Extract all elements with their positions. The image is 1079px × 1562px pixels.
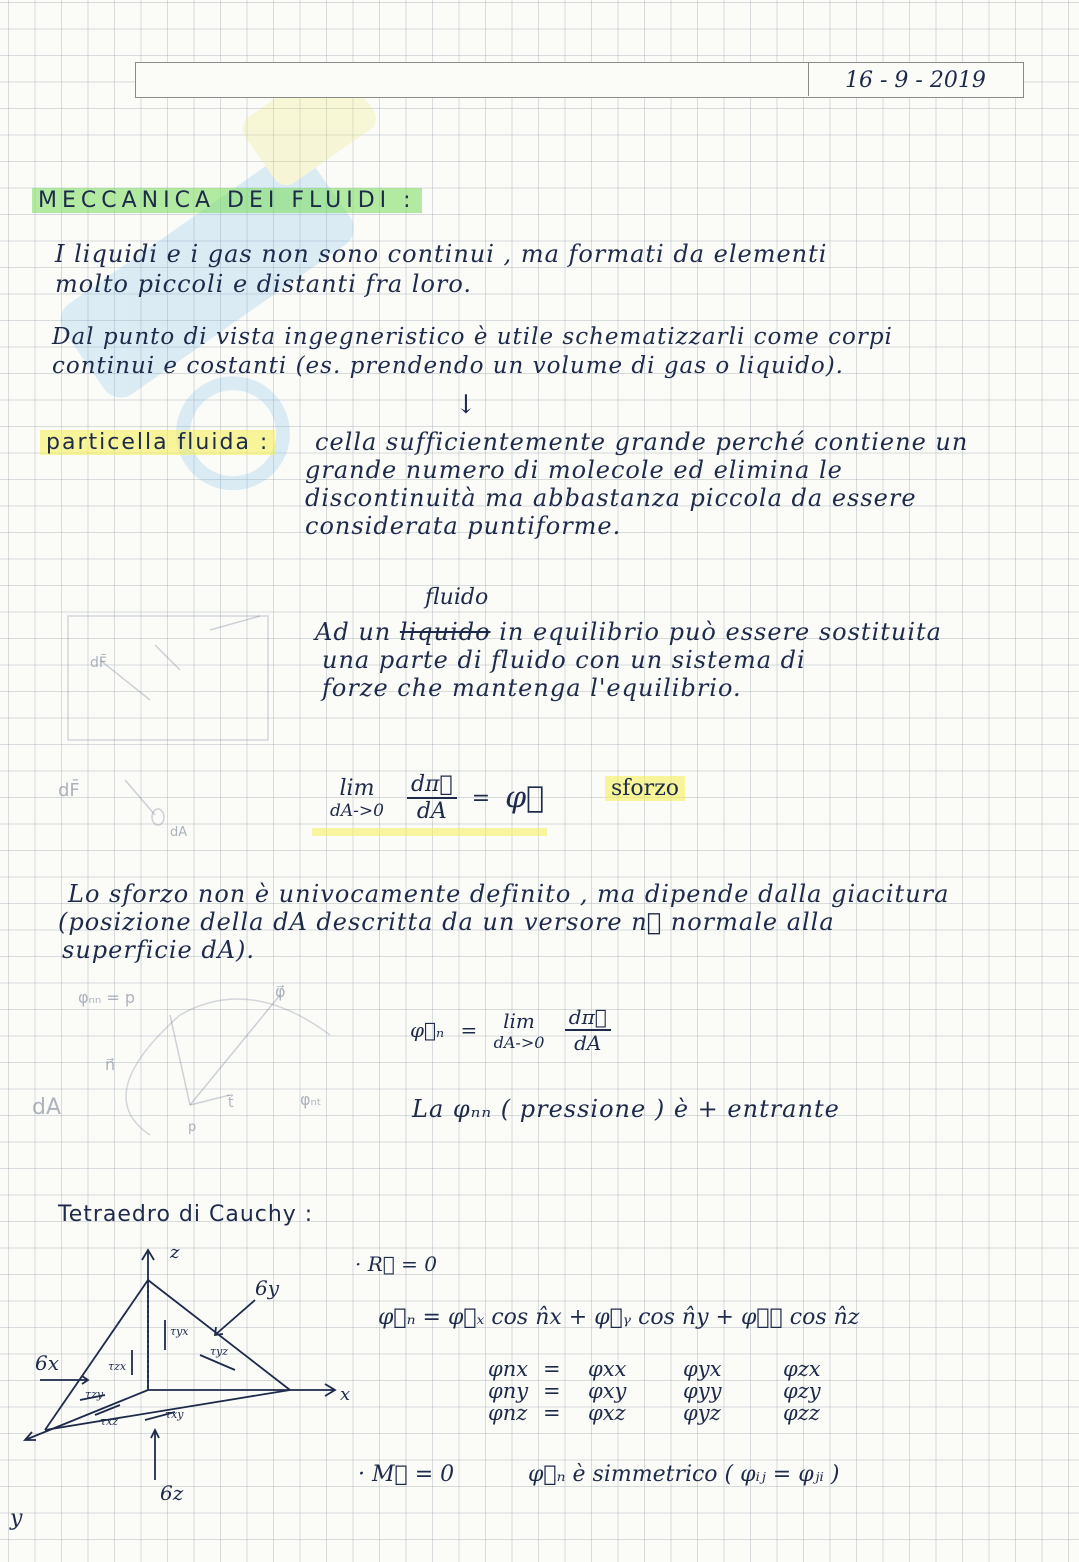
stress-matrix	[488, 1358, 821, 1424]
particle-line-2: grande numero di molecole ed elimina le	[305, 456, 843, 484]
engineering-line-2: continui e costanti (es. prendendo un volume di gas o liquido).	[52, 353, 844, 379]
intro-line-2: molto piccoli e distanti fra loro.	[55, 270, 473, 298]
stress-def-line-3: superficie dA).	[62, 936, 256, 964]
tetrahedron-diagram	[0, 1240, 380, 1560]
particle-line-4: considerata puntiforme.	[305, 512, 622, 540]
tau-yz-label: τyz	[210, 1345, 229, 1358]
stress-def-line-1: Lo sforzo non è univocamente definito , ma dipende dalla giacitura	[68, 880, 950, 908]
faded-dF-mid: dF̄	[58, 780, 80, 801]
faded-phi-nn-p: φₙₙ = p	[78, 988, 136, 1007]
struck-word: liquido	[399, 618, 491, 646]
faded-dA-big: dA	[32, 1095, 62, 1120]
down-arrow: ↓	[455, 390, 477, 420]
phi-vector: φ⃗	[505, 780, 545, 816]
date-field: 16 - 9 - 2019	[845, 68, 986, 93]
sigma-x-label: 6x	[35, 1351, 60, 1375]
matrix-row-3: φnz = φxz φyz φzz	[488, 1401, 820, 1425]
faded-dA-small: dA	[170, 825, 188, 840]
correction-word: fluido	[425, 585, 489, 610]
matrix-row-1: φnx = φxx φyx φzx	[488, 1357, 821, 1381]
sigma-y-label: 6y	[255, 1276, 280, 1300]
tau-zy-label: τzy	[85, 1388, 104, 1401]
equilibrium-line-3: forze che mantenga l'equilibrio.	[322, 674, 742, 702]
title-highlight: MECCANICA DEI FLUIDI :	[32, 188, 422, 213]
faded-phi-vector: φ⃗	[275, 982, 286, 1001]
eq-phi-n: φ⃗ₙ = φ⃗ₓ cos n̂x + φ⃗ᵧ cos n̂y + φ⃗𝓏 cos n̂z	[378, 1305, 860, 1330]
equilibrium-line-1: Ad un liquido in equilibrio può essere sostituita	[315, 618, 942, 646]
faded-dF-top: dF̄	[90, 655, 107, 671]
faded-arrow-sketch	[120, 775, 180, 835]
faded-sketch-box	[60, 610, 275, 745]
tau-zx-label: τzx	[108, 1360, 127, 1373]
page-title	[32, 188, 422, 213]
stress-lim: lim dA->0 $\frac{d\pi⃗}{dA}$ = φ⃗	[330, 772, 545, 824]
header-separator	[808, 62, 809, 96]
eq-M: · M⃗ = 0	[358, 1462, 455, 1487]
faded-t-vector: t⃗	[228, 1095, 234, 1111]
stress-def-line-2: (posizione della dA descritta da un versore n⃗ normale alla	[58, 908, 835, 936]
pressure-line: La φₙₙ ( pressione ) è + entrante	[412, 1095, 840, 1123]
matrix-row-2: φny = φxy φyy φzy	[488, 1379, 821, 1403]
tau-yx-label: τyx	[170, 1325, 189, 1338]
faded-phi-nt: φₙₜ	[300, 1090, 322, 1109]
y-axis-label: y	[10, 1506, 23, 1531]
faded-n-vector: n⃗	[105, 1055, 116, 1074]
intro-line-1: I liquidi e i gas non sono continui , ma formati da elementi	[55, 240, 828, 268]
z-axis-label: z	[170, 1242, 180, 1263]
faded-p: p	[188, 1120, 197, 1135]
particle-line-3: discontinuità ma abbastanza piccola da essere	[305, 484, 917, 512]
x-axis-label: x	[340, 1384, 351, 1405]
stress-label: sforzo	[605, 776, 685, 801]
symmetry-statement: φ⃗ₙ è simmetrico ( φᵢⱼ = φⱼᵢ )	[528, 1462, 840, 1487]
particle-label: particella fluida :	[40, 430, 275, 455]
equilibrium-line-2: una parte di fluido con un sistema di	[322, 646, 806, 674]
formula-highlight	[312, 828, 547, 836]
phi-n-formula: φ⃗ₙ = lim dA->0 $\frac{d\pi⃗}{dA}$	[410, 1005, 611, 1055]
particle-line-1: cella sufficientemente grande perché contiene un	[315, 428, 969, 456]
tau-xy-label: τxy	[165, 1408, 184, 1421]
tau-xz-label: τxz	[100, 1415, 119, 1428]
eq-R: · R⃗ = 0	[355, 1252, 437, 1276]
sigma-z-label: 6z	[160, 1481, 184, 1505]
engineering-line-1: Dal punto di vista ingegneristico è utile schematizzarli come corpi	[52, 324, 893, 350]
cauchy-title: Tetraedro di Cauchy :	[58, 1202, 314, 1227]
